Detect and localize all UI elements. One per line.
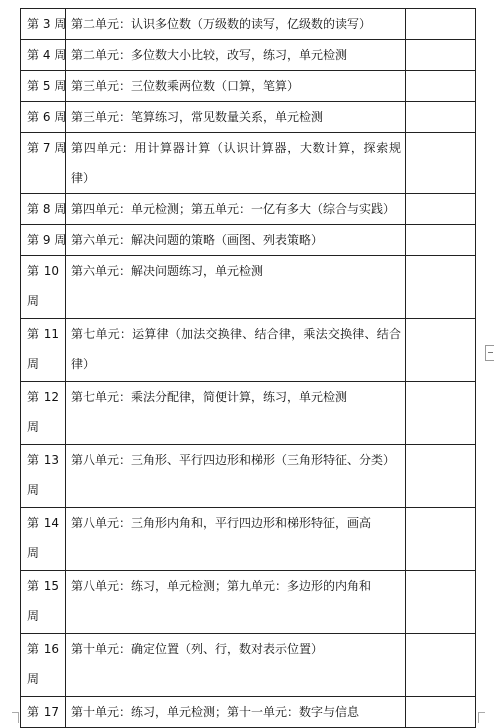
week-prefix: 第 xyxy=(27,79,40,93)
week-number: 15 xyxy=(43,579,59,593)
week-suffix: 周 xyxy=(54,141,67,155)
page-corner-mark xyxy=(12,712,19,723)
content-cell xyxy=(66,571,406,634)
content-text: 第四单元：用计算器计算（认识计算器，大数计算，探索规律） xyxy=(71,141,401,185)
week-number: 8 xyxy=(42,202,51,216)
table-row xyxy=(21,697,476,728)
week-prefix: 第 xyxy=(27,233,40,247)
week-cell xyxy=(21,697,66,728)
content-text: 第六单元：解决问题练习，单元检测 xyxy=(71,264,264,278)
week-suffix: 周 xyxy=(27,294,40,308)
table-row xyxy=(21,508,476,571)
blank-cell xyxy=(406,194,476,225)
week-suffix: 周 xyxy=(27,609,40,623)
week-suffix: 周 xyxy=(27,672,40,686)
week-number: 5 xyxy=(42,79,51,93)
table-row xyxy=(21,225,476,256)
content-cell xyxy=(66,256,406,319)
blank-cell xyxy=(406,71,476,102)
table-row xyxy=(21,634,476,697)
blank-cell xyxy=(406,382,476,445)
table-resize-handle[interactable] xyxy=(485,345,494,361)
content-cell xyxy=(66,382,406,445)
table-row xyxy=(21,40,476,71)
blank-cell xyxy=(406,508,476,571)
blank-cell xyxy=(406,571,476,634)
content-text: 第八单元：练习，单元检测；第九单元：多边形的内角和 xyxy=(71,579,372,593)
week-prefix: 第 xyxy=(27,705,40,719)
content-text: 第十单元：练习，单元检测；第十一单元：数字与信息 xyxy=(71,705,360,719)
content-cell xyxy=(66,225,406,256)
content-cell xyxy=(66,71,406,102)
week-number: 17 xyxy=(43,705,59,719)
week-suffix: 周 xyxy=(54,79,67,93)
blank-cell xyxy=(406,319,476,382)
table-row xyxy=(21,571,476,634)
week-number: 9 xyxy=(42,233,51,247)
week-cell xyxy=(21,382,66,445)
table-row xyxy=(21,194,476,225)
content-cell xyxy=(66,319,406,382)
blank-cell xyxy=(406,256,476,319)
week-cell xyxy=(21,194,66,225)
table-row xyxy=(21,445,476,508)
week-cell xyxy=(21,571,66,634)
week-suffix: 周 xyxy=(54,202,67,216)
week-cell xyxy=(21,319,66,382)
week-suffix: 周 xyxy=(54,17,67,31)
week-cell xyxy=(21,40,66,71)
week-cell xyxy=(21,445,66,508)
week-cell xyxy=(21,133,66,194)
week-number: 6 xyxy=(42,110,51,124)
week-suffix: 周 xyxy=(27,357,40,371)
blank-cell xyxy=(406,102,476,133)
week-number: 10 xyxy=(43,264,59,278)
table-row xyxy=(21,319,476,382)
week-prefix: 第 xyxy=(27,264,40,278)
content-text: 第八单元：三角形、平行四边形和梯形（三角形特征、分类） xyxy=(71,453,396,467)
content-cell xyxy=(66,697,406,728)
table-row xyxy=(21,382,476,445)
content-text: 第二单元：多位数大小比较，改写，练习，单元检测 xyxy=(71,48,348,62)
table-row xyxy=(21,71,476,102)
week-prefix: 第 xyxy=(27,48,40,62)
content-text: 第二单元：认识多位数（万级数的读写，亿级数的读写） xyxy=(71,17,372,31)
content-text: 第三单元：三位数乘两位数（口算，笔算） xyxy=(71,79,300,93)
week-number: 12 xyxy=(43,390,59,404)
week-cell xyxy=(21,102,66,133)
week-number: 4 xyxy=(42,48,51,62)
content-cell xyxy=(66,194,406,225)
week-prefix: 第 xyxy=(27,17,40,31)
week-cell xyxy=(21,256,66,319)
week-cell xyxy=(21,225,66,256)
week-prefix: 第 xyxy=(27,390,40,404)
content-cell xyxy=(66,133,406,194)
blank-cell xyxy=(406,697,476,728)
week-cell xyxy=(21,508,66,571)
content-text: 第十单元：确定位置（列、行，数对表示位置） xyxy=(71,642,324,656)
content-cell xyxy=(66,445,406,508)
week-number: 13 xyxy=(43,453,59,467)
table-row xyxy=(21,102,476,133)
week-prefix: 第 xyxy=(27,642,40,656)
table-row xyxy=(21,133,476,194)
content-text: 第四单元：单元检测；第五单元：一亿有多大（综合与实践） xyxy=(71,202,396,216)
week-cell xyxy=(21,9,66,40)
blank-cell xyxy=(406,225,476,256)
week-cell xyxy=(21,71,66,102)
content-text: 第七单元：乘法分配律，简便计算，练习，单元检测 xyxy=(71,390,348,404)
blank-cell xyxy=(406,133,476,194)
week-number: 3 xyxy=(42,17,51,31)
week-suffix: 周 xyxy=(27,483,40,497)
content-text: 第八单元：三角形内角和，平行四边形和梯形特征，画高 xyxy=(71,516,372,530)
week-number: 11 xyxy=(43,327,59,341)
content-cell xyxy=(66,102,406,133)
week-suffix: 周 xyxy=(54,110,67,124)
content-text: 第三单元：笔算练习，常见数量关系，单元检测 xyxy=(71,110,324,124)
week-cell xyxy=(21,634,66,697)
week-prefix: 第 xyxy=(27,453,40,467)
week-prefix: 第 xyxy=(27,327,40,341)
week-suffix: 周 xyxy=(27,420,40,434)
blank-cell xyxy=(406,634,476,697)
content-cell xyxy=(66,508,406,571)
content-text: 第七单元：运算律（加法交换律、结合律，乘法交换律、结合律） xyxy=(71,327,401,371)
page-corner-mark xyxy=(478,712,485,723)
week-number: 7 xyxy=(42,141,51,155)
table-row xyxy=(21,256,476,319)
week-prefix: 第 xyxy=(27,202,40,216)
week-suffix: 周 xyxy=(54,48,67,62)
week-prefix: 第 xyxy=(27,110,40,124)
content-text: 第六单元：解决问题的策略（画图、列表策略） xyxy=(71,233,324,247)
week-number: 16 xyxy=(43,642,59,656)
week-number: 14 xyxy=(43,516,59,530)
content-cell xyxy=(66,40,406,71)
content-cell xyxy=(66,9,406,40)
blank-cell xyxy=(406,445,476,508)
blank-cell xyxy=(406,40,476,71)
schedule-table xyxy=(20,8,476,728)
blank-cell xyxy=(406,9,476,40)
week-prefix: 第 xyxy=(27,141,40,155)
content-cell xyxy=(66,634,406,697)
table-row xyxy=(21,9,476,40)
week-suffix: 周 xyxy=(54,233,67,247)
week-suffix: 周 xyxy=(27,546,40,560)
week-prefix: 第 xyxy=(27,579,40,593)
week-prefix: 第 xyxy=(27,516,40,530)
